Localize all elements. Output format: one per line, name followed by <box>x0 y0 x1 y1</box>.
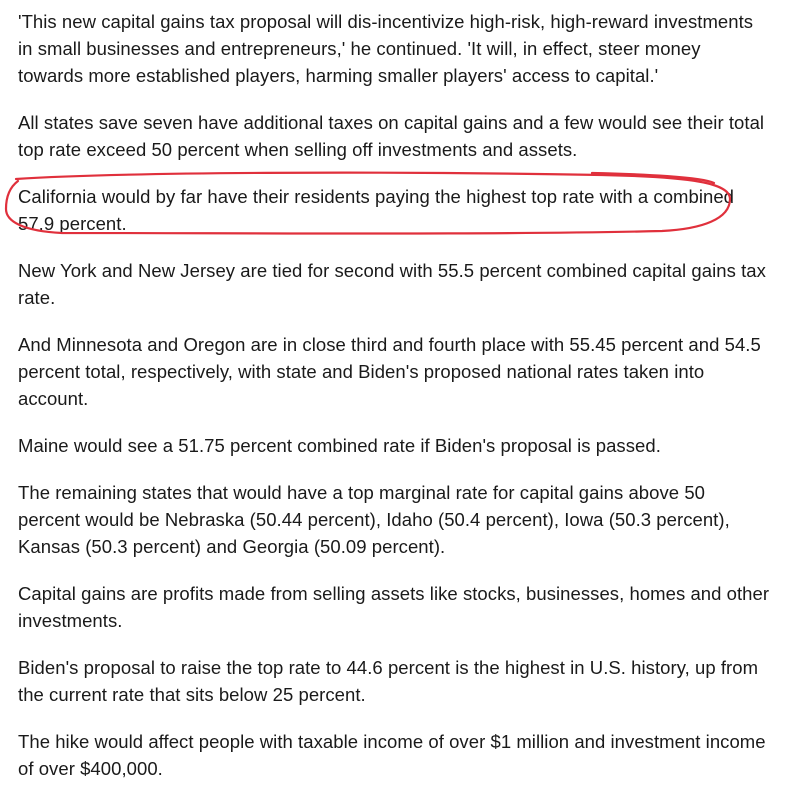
paragraph-states-overview: All states save seven have additional taxes on capital gains and a few would see their total top rate exceed 50 percent when selling off investments and assets. <box>18 112 765 160</box>
paragraph-affected-people: The hike would affect people with taxable income of over $1 million and investment income of over $400,000. <box>18 731 766 779</box>
paragraph-minnesota-oregon: And Minnesota and Oregon are in close third and fourth place with 55.45 percent and 54.5 percent total, respectively, with state and Biden's proposed national rates taken into account. <box>18 334 761 409</box>
paragraph-quote: 'This new capital gains tax proposal will dis-incentivize high-risk, high-reward investments in small businesses and entrepreneurs,' he continued. 'It will, in effect, steer money towards more established players, harming smaller players' access to capital.' <box>18 11 754 86</box>
article-body <box>18 8 770 802</box>
paragraph-maine: Maine would see a 51.75 percent combined rate if Biden's proposal is passed. <box>18 435 661 456</box>
paragraph-new-york-new-jersey: New York and New Jersey are tied for second with 55.5 percent combined capital gains tax rate. <box>18 260 766 308</box>
paragraph-california: California would by far have their residents paying the highest top rate with a combined 57.9 percent. <box>18 186 735 234</box>
highlighted-passage <box>18 183 770 237</box>
paragraph-biden-proposal: Biden's proposal to raise the top rate to 44.6 percent is the highest in U.S. history, up from the current rate that sits below 25 percent. <box>18 657 759 705</box>
paragraph-remaining-states: The remaining states that would have a top marginal rate for capital gains above 50 percent would be Nebraska (50.44 percent), Idaho (50.4 percent), Iowa (50.3 percent), Kansas (50.3 percent) and Georgia (50.09 percent). <box>18 482 730 557</box>
paragraph-capital-gains-definition: Capital gains are profits made from selling assets like stocks, businesses, homes and other investments. <box>18 583 770 631</box>
